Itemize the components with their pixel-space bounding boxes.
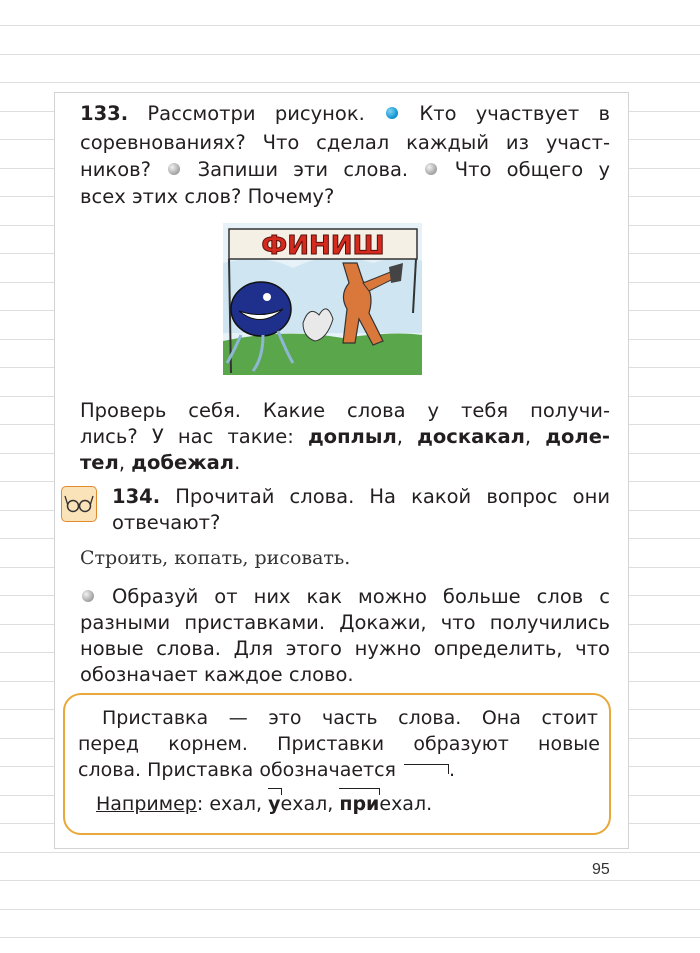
gray-bullet-icon (425, 163, 437, 175)
task133-number: 133. (80, 102, 129, 125)
answer-word: доле- (545, 425, 611, 448)
answer-word: доскакал (417, 425, 525, 448)
task134-q2: разными приставками. Докажи, что получились (80, 611, 610, 634)
task134-line1 (112, 484, 610, 510)
task133-line4: всех этих слов? Почему? (80, 185, 335, 208)
example-word: ехал, (280, 793, 334, 815)
finish-banner-text: ФИНИШ (261, 231, 385, 261)
blue-bullet-icon (386, 107, 398, 119)
task133-line2: соревнованиях? Что сделал каждый из участ- (80, 131, 610, 154)
task133-text-b: Кто участвует в (419, 102, 610, 125)
task134-text: Прочитай слова. На какой вопрос они (175, 485, 611, 508)
prefix-symbol-icon (404, 764, 449, 774)
answer-word: добежал (131, 451, 235, 474)
rule-line2: перед корнем. Приставки образуют новые (78, 733, 600, 755)
task133-text-e: Что общего у (454, 158, 611, 181)
rule-line1: Приставка — это часть слова. Она стоит (102, 707, 598, 729)
page-number: 95 (592, 861, 610, 878)
task133-text-c: ников? (80, 158, 151, 181)
example-prefix: у (268, 793, 281, 815)
task134-words: Строить, копать, рисовать. (80, 547, 351, 569)
answer-word: доплыл (307, 425, 397, 448)
example-prefix: при (339, 793, 380, 815)
check-line1: Проверь себя. Какие слова у тебя получи- (80, 399, 610, 422)
rule-line3: слова. Приставка обозначается . (78, 759, 456, 781)
task134-q3: новые слова. Для этого нужно определить, что (80, 637, 610, 660)
task134-line2: отвечают? (112, 511, 221, 534)
task133-text-d: Запиши эти слова. (197, 158, 409, 181)
glasses-icon (61, 486, 97, 522)
task134-q1 (80, 584, 610, 610)
check-line3: тел, добежал. (80, 451, 241, 474)
task133-text-a: Рассмотри рисунок. (147, 102, 365, 125)
gray-bullet-icon (82, 590, 94, 602)
gray-bullet-icon (168, 163, 180, 175)
example-word: ехал. (379, 793, 433, 815)
example-word: ехал, (209, 793, 263, 815)
task133-line3 (80, 157, 610, 183)
check-line2: лись? У нас такие: доплыл, доскакал, доле- (80, 425, 611, 448)
task134-number: 134. (112, 485, 161, 508)
task134-q1-text: Образуй от них как можно больше слов с (112, 585, 610, 608)
task134-q4: обозначает каждое слово. (80, 663, 354, 686)
answer-word: тел (80, 451, 119, 474)
example-label: Например (96, 793, 197, 815)
task133-line1 (80, 101, 610, 127)
finish-illustration (223, 223, 422, 375)
rule-line3-text: слова. Приставка обозначается (78, 759, 396, 781)
rule-example: Например: ехал, уехал, приехал. (96, 793, 433, 815)
check-text: лись? У нас такие: (80, 425, 294, 448)
